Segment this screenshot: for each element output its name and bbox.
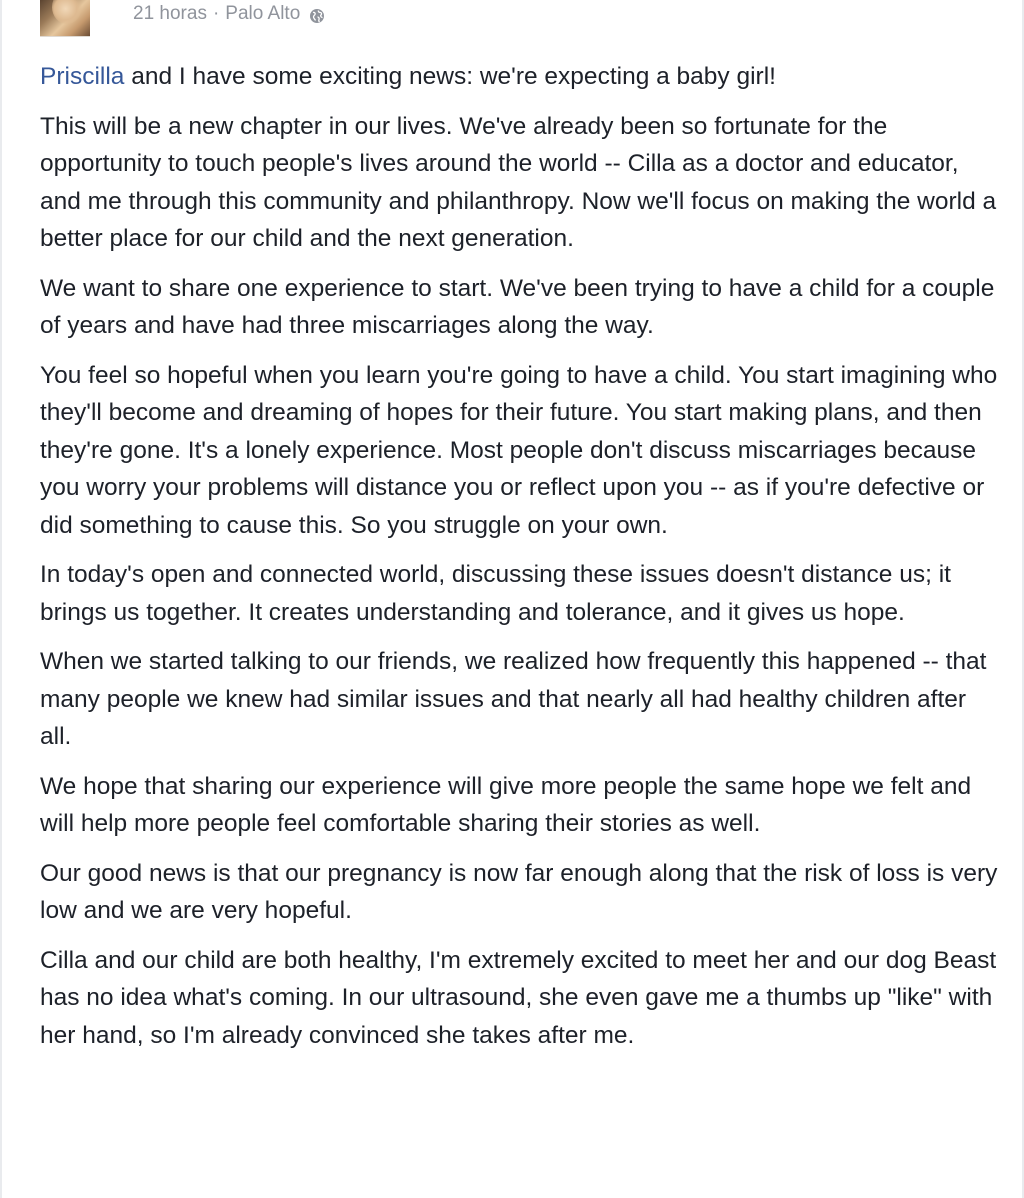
post-paragraph-4: You feel so hopeful when you learn you're going to have a child. You start imagining who they'll become and dreaming of hopes for their future. You start making plans, and then they're gone. It's a lonely experience. Most people don't discuss miscarriages because you worry your problems will distance you or reflect upon you -- as if you're defective or did something to cause this. So you struggle on your own. xyxy=(40,361,998,539)
post-paragraph-7: We hope that sharing our experience will give more people the same hope we felt and will help more people feel comfortable sharing their stories as well. xyxy=(40,772,972,837)
page-left-edge xyxy=(0,0,2,1198)
post-paragraph-8: Our good news is that our pregnancy is now far enough along that the risk of loss is very low and we are very hopeful. xyxy=(40,859,998,924)
post-location[interactable]: Palo Alto xyxy=(225,3,301,24)
post-paragraph-1 xyxy=(40,58,1000,96)
paragraph-text: and I have some exciting news: we're expecting a baby girl! xyxy=(124,63,776,90)
meta-separator: · xyxy=(212,3,220,24)
post-paragraph-2: This will be a new chapter in our lives. We've already been so fortunate for the opportunity to touch people's lives around the world -- Cilla as a doctor and educator, and me through this community and philanthropy. Now we'll focus on making the world a better place for our child and the next generation. xyxy=(40,112,997,252)
post-header xyxy=(40,0,325,36)
mention-link-priscilla[interactable]: Priscilla xyxy=(40,63,125,90)
post-body xyxy=(40,58,1000,1066)
post-paragraph-6: When we started talking to our friends, we realized how frequently this happened -- that many people we knew had similar issues and that nearly all had healthy children after all. xyxy=(40,648,987,750)
post-meta xyxy=(133,3,325,25)
post-paragraph-9: Cilla and our child are both healthy, I'm extremely excited to meet her and our dog Beast has no idea what's coming. In our ultrasound, she even gave me a thumbs up "like" with her hand, so I'm already convinced she takes after me. xyxy=(40,946,997,1049)
post-timestamp[interactable]: 21 horas xyxy=(133,3,207,24)
post-paragraph-5: In today's open and connected world, discussing these issues doesn't distance us; it brings us together. It creates understanding and tolerance, and it gives us hope. xyxy=(40,561,951,626)
globe-icon[interactable] xyxy=(309,8,325,24)
author-avatar[interactable] xyxy=(40,0,90,37)
post-paragraph-3: We want to share one experience to start. We've been trying to have a child for a couple of years and have had three miscarriages along the way. xyxy=(40,274,995,339)
